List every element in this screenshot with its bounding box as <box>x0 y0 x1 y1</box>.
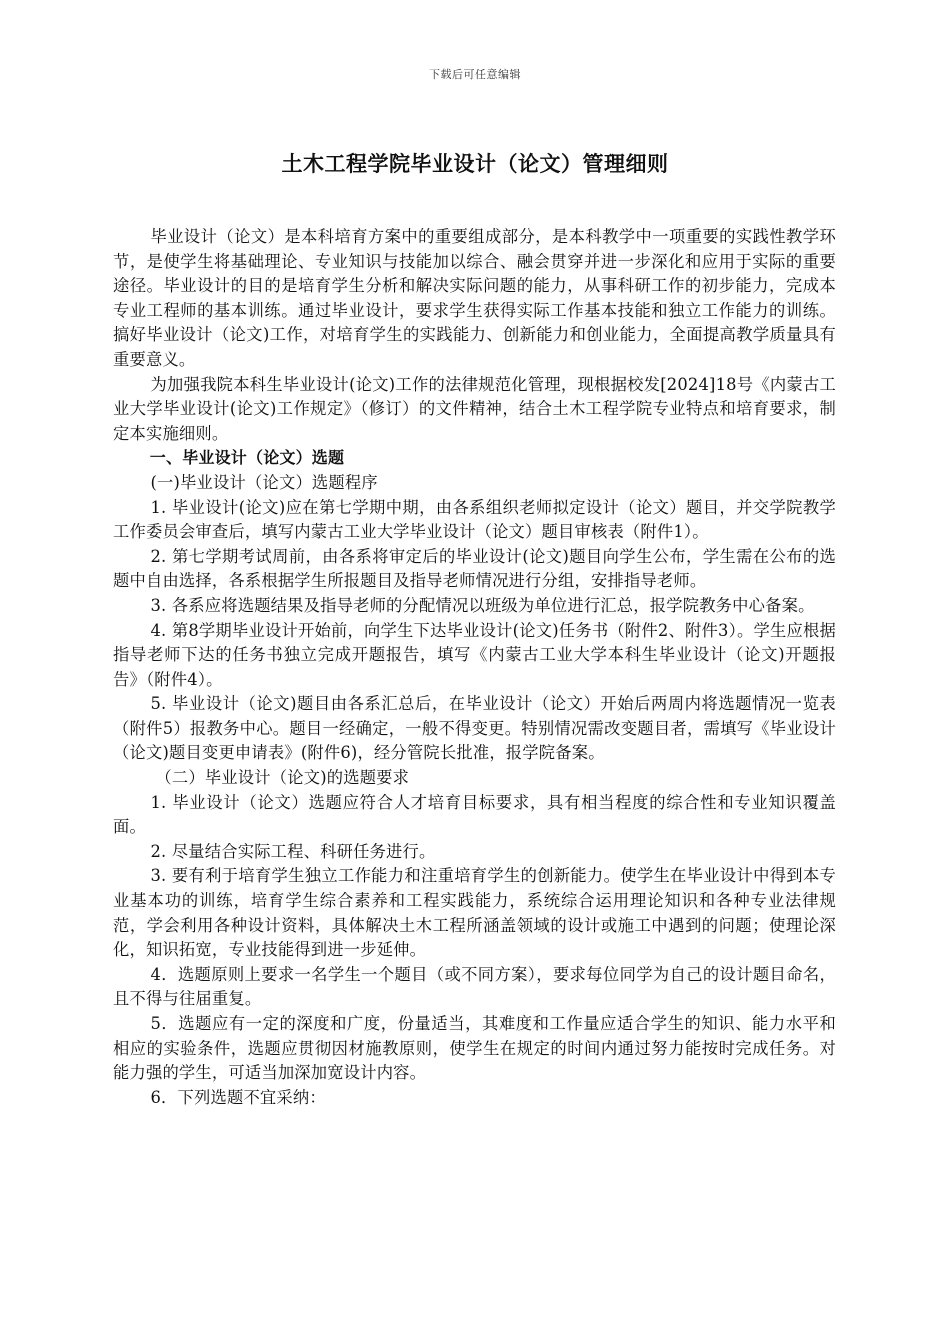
paragraph: 5. 毕业设计（论文)题目由各系汇总后，在毕业设计（论文）开始后两周内将选题情况一览表（附件5）报教务中心。题目一经确定，一般不得变更。特别情况需改变题目者，需填写《毕业设计（论文)题目变更申请表》(附件6)，经分管院长批准，报学院备案。 <box>113 694 836 763</box>
paragraph: 3. 各系应将选题结果及指导老师的分配情况以班级为单位进行汇总，报学院教务中心备案。 <box>150 595 815 615</box>
paragraph: 1. 毕业设计(论文)应在第七学期中期，由各系组织老师拟定设计（论文）题目，并交学院教学工作委员会审查后，填写内蒙古工业大学毕业设计（论文）题目审核表（附件1）。 <box>113 497 836 542</box>
header-note: 下载后可任意编辑 <box>429 68 521 81</box>
paragraph: 4. 第8学期毕业设计开始前，向学生下达毕业设计(论文)任务书（附件2、附件3）。学生应根据指导老师下达的任务书独立完成开题报告，填写《内蒙古工业大学本科生毕业设计（论文)开题报告》（附件4）。 <box>113 620 836 689</box>
paragraph: 2. 第七学期考试周前，由各系将审定后的毕业设计(论文)题目向学生公布，学生需在公布的选题中自由选择，各系根据学生所报题目及指导老师情况进行分组，安排指导老师。 <box>113 546 836 591</box>
paragraph: (一)毕业设计（论文）选题程序 <box>150 472 378 492</box>
subsection-heading: （二）毕业设计（论文)的选题要求 <box>155 768 410 788</box>
paragraph: 5．选题应有一定的深度和广度，份量适当，其难度和工作量应适合学生的知识、能力水平和相应的实验条件，选题应贯彻因材施教原则，使学生在规定的时间内通过努力能按时完成任务。对能力强的学生，可适当加深加宽设计内容。 <box>113 1014 836 1083</box>
section-heading: 一、毕业设计（论文）选题 <box>149 448 345 468</box>
paragraph: 4．选题原则上要求一名学生一个题目（或不同方案），要求每位同学为自己的设计题目命名，且不得与往届重复。 <box>113 964 836 1009</box>
paragraph: 3. 要有利于培育学生独立工作能力和注重培育学生的创新能力。使学生在毕业设计中得到本专业基本功的训练，培育学生综合素养和工程实践能力，系统综合运用理论知识和各种专业法律规范，学会利用各种设计资料，具体解决土木工程所涵盖领域的设计或施工中遇到的问题；使理论深化，知识拓宽，专业技能得到进一步延伸。 <box>113 866 836 960</box>
document-title: 土木工程学院毕业设计（论文）管理细则 <box>281 152 669 176</box>
paragraph: 6．下列选题不宜采纳： <box>150 1087 326 1107</box>
paragraph: 1. 毕业设计（论文）选题应符合人才培育目标要求，具有相当程度的综合性和专业知识覆盖面。 <box>113 792 836 837</box>
paragraph: 毕业设计（论文）是本科培育方案中的重要组成部分，是本科教学中一项重要的实践性教学环节，是使学生将基础理论、专业知识与技能加以综合、融会贯穿并进一步深化和应用于实际的重要途径。毕业设计的目的是培育学生分析和解决实际问题的能力，从事科研工作的初步能力，完成本专业工程师的基本训练。通过毕业设计，要求学生获得实际工作基本技能和独立工作能力的训练。搞好毕业设计（论文)工作，对培育学生的实践能力、创新能力和创业能力，全面提高教学质量具有重要意义。 <box>113 227 836 369</box>
paragraph: 为加强我院本科生毕业设计(论文)工作的法律规范化管理，现根据校发[2024]18号《内蒙古工业大学毕业设计(论文)工作规定》（修订）的文件精神，结合土木工程学院专业特点和培育要求，制定本实施细则。 <box>113 374 836 443</box>
paragraph: 2. 尽量结合实际工程、科研任务进行。 <box>150 841 436 861</box>
document-body <box>113 225 836 1110</box>
